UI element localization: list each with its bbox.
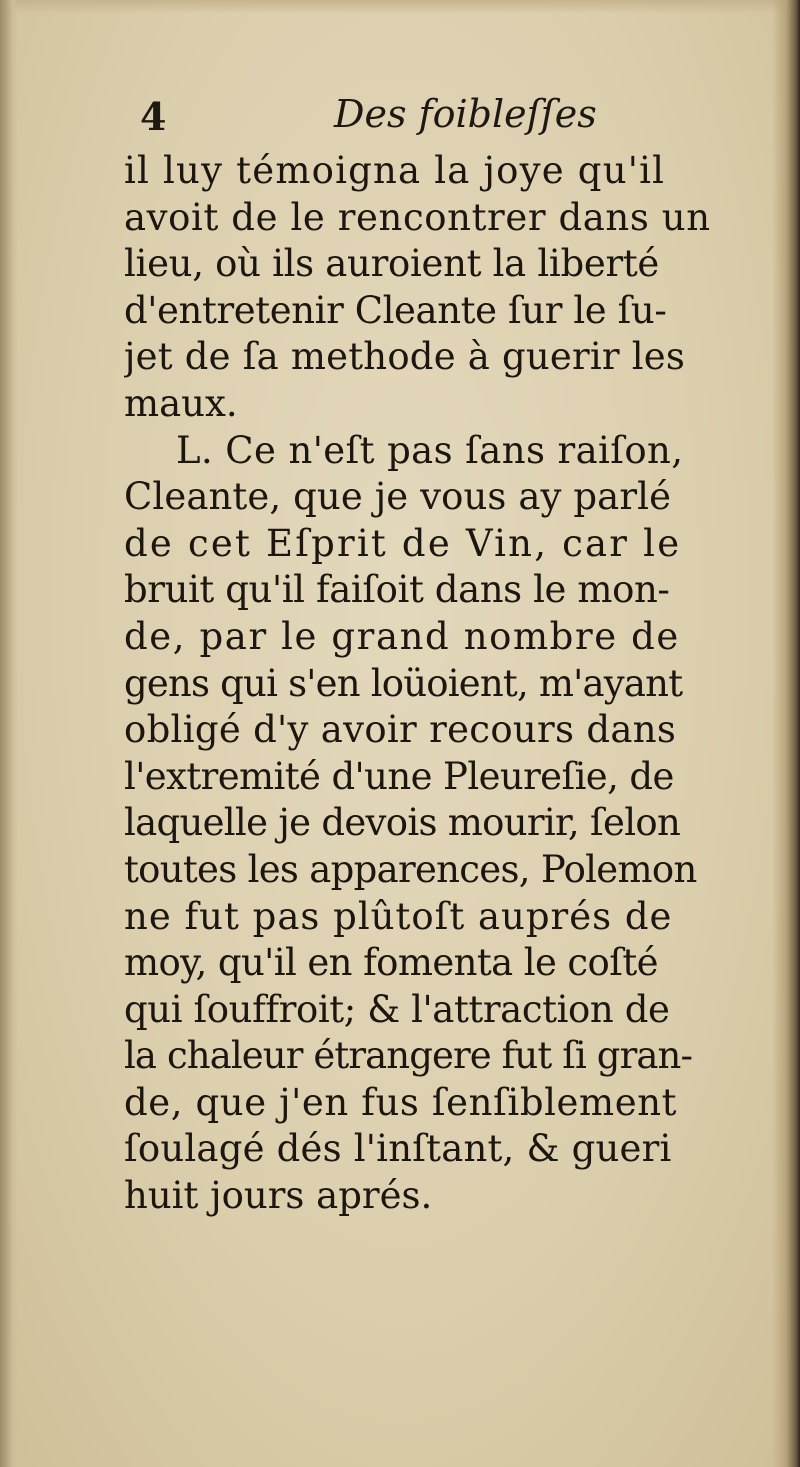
text-line: qui ſouffroit; & l'attraction de	[124, 987, 670, 1031]
page-left-edge	[0, 0, 18, 1467]
text-line: il luy témoigna la joye qu'il	[124, 149, 666, 192]
text-line: Cleante, que je vous ay parlé	[124, 475, 672, 519]
page-top-shadow	[0, 0, 800, 14]
text-line: maux.	[124, 381, 238, 425]
text-line: bruit qu'il faiſoit dans le mon-	[124, 568, 670, 612]
text-line: laquelle je devois mourir, ſelon	[124, 801, 681, 845]
text-line: de, que j'en fus ſenſiblement	[124, 1080, 678, 1124]
text-line: avoit de le rencontrer dans un	[124, 195, 711, 239]
text-line: huit jours aprés.	[124, 1174, 433, 1218]
page-number: 4	[140, 94, 167, 139]
text-line: ſoulagé dés l'inſtant, & gueri	[124, 1127, 672, 1171]
text-line: obligé d'y avoir recours dans	[124, 708, 677, 752]
text-line: L. Ce n'eſt pas ſans raiſon,	[176, 428, 684, 472]
text-line: jet de ſa methode à guerir les	[124, 335, 686, 379]
text-line: toutes les apparences, Polemon	[124, 847, 697, 891]
text-line: de, par le grand nombre de	[124, 614, 680, 658]
page-header	[140, 92, 740, 144]
text-line: moy, qu'il en fomenta le coſté	[124, 941, 658, 985]
page-right-edge	[772, 0, 800, 1467]
running-title: Des foibleſſes	[334, 92, 597, 136]
text-line: de cet Eſprit de Vin, car le	[124, 521, 682, 565]
text-line: lieu, où ils auroient la liberté	[124, 242, 659, 286]
text-line: l'extremité d'une Pleureſie, de	[124, 754, 674, 798]
text-line: gens qui s'en loüoient, m'ayant	[124, 661, 683, 705]
text-line: ne fut pas plûtoſt auprés de	[124, 894, 673, 938]
text-line: d'entretenir Cleante ſur le ſu-	[124, 288, 667, 332]
body-text	[124, 148, 770, 1220]
text-line: la chaleur étrangere fut ſi gran-	[124, 1034, 693, 1078]
